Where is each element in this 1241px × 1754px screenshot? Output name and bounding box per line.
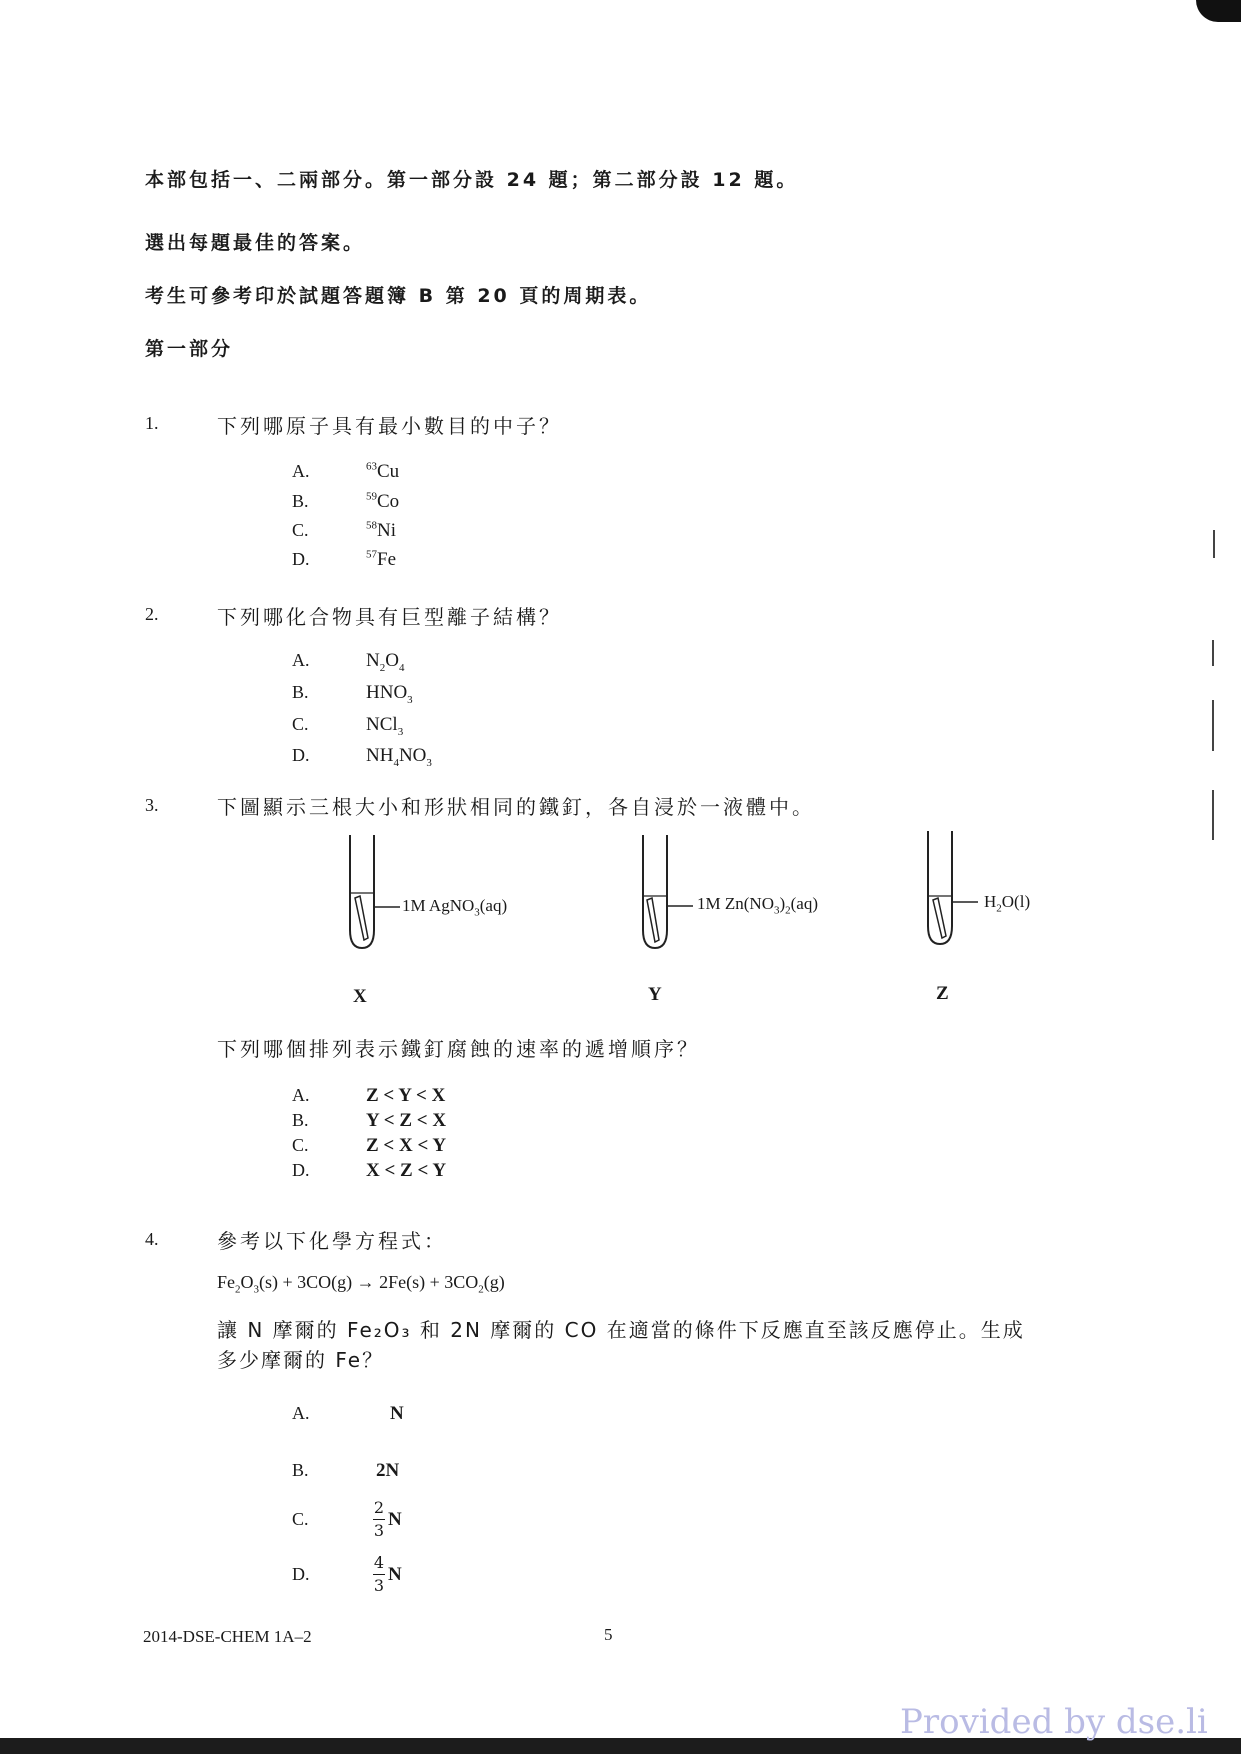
option-c: C. NCl$_3$ — [292, 713, 404, 738]
option-c: C. Z < X < Y — [292, 1135, 447, 1156]
sub-question-text: 下列哪個排列表示鐵釘腐蝕的速率的遞增順序？ — [217, 1037, 700, 1061]
question-text: 下列哪化合物具有巨型離子結構？ — [217, 605, 562, 629]
watermark: Provided by dse.li — [900, 1702, 1208, 1742]
tube-y-name: Y — [648, 984, 662, 1005]
option-d: D. X < Z < Y — [292, 1160, 447, 1181]
scan-mark — [1212, 727, 1214, 751]
page-number: 5 — [604, 1625, 613, 1644]
question-text: 下圖顯示三根大小和形狀相同的鐵釘，各自浸於一液體中。 — [217, 795, 815, 819]
option-a: A. N — [292, 1403, 404, 1424]
tube-wall — [643, 835, 667, 948]
option-d: D. $NH_4NO_3$ — [292, 745, 432, 770]
test-tube-z-diagram — [918, 826, 978, 951]
question-number: 1. — [145, 413, 159, 433]
question-text: 參考以下化學方程式： — [217, 1229, 447, 1253]
question-body-line-2: 多少摩爾的 Fe？ — [217, 1348, 385, 1372]
option-b: B. $HNO_3$ — [292, 681, 413, 706]
section-heading: 第一部分 — [145, 338, 234, 360]
option-a: A. Z < Y < X — [292, 1085, 446, 1106]
tube-x-name: X — [353, 986, 367, 1007]
tube-x-label: 1M AgNO$_3$(aq) — [402, 896, 508, 919]
scan-mark — [1212, 815, 1214, 840]
scan-mark — [1212, 640, 1214, 666]
question-number: 2. — [145, 604, 159, 624]
question-text: 下列哪原子具有最小數目的中子？ — [217, 414, 562, 438]
fraction: $\frac{2}{3}$ — [373, 1498, 385, 1540]
test-tube-y-diagram — [633, 830, 693, 955]
option-b: B. Y < Z < X — [292, 1110, 447, 1131]
options-list — [292, 1083, 446, 1183]
iron-nail — [647, 898, 659, 942]
tube-z-label: $H_2O(l)$ — [984, 892, 1031, 915]
option-d: D. $\frac{4}{3}$ N — [292, 1553, 402, 1595]
scan-mark — [1213, 530, 1215, 558]
iron-nail — [355, 896, 368, 940]
paper-code: 2014-DSE-CHEM 1A–2 — [143, 1627, 312, 1646]
instruction-line-3: 考生可參考印於試題答題簿 B 第 20 頁的周期表。 — [145, 285, 652, 307]
options-list — [292, 455, 399, 572]
test-tube-x-diagram — [340, 830, 400, 955]
tube-z-name: Z — [936, 983, 949, 1004]
question-number: 4. — [145, 1229, 159, 1249]
option-c: C. $\frac{2}{3}$ N — [292, 1498, 402, 1540]
option-d: D. $^{57}$Fe — [292, 548, 396, 571]
chemical-equation: $Fe_2O_3(s) + 3CO(g) \to 2Fe(s) + 3CO_2(g)$ — [217, 1272, 505, 1296]
tube-y-label: 1M $Zn(NO_3)_2(aq)$ — [697, 894, 819, 917]
option-a: A. $N_2O_4$ — [292, 650, 405, 674]
option-a: A. $^{63}$Cu — [292, 461, 400, 483]
instruction-line-1: 本部包括一、二兩部分。第一部分設 24 題；第二部分設 12 題。 — [145, 169, 799, 191]
options-list — [292, 648, 432, 775]
question-body-line-1: 讓 N 摩爾的 Fe₂O₃ 和 2N 摩爾的 CO 在適當的條件下反應直至該反應停止。生成 — [217, 1318, 1025, 1342]
option-b: B. 2N — [292, 1460, 400, 1481]
question-number: 3. — [145, 795, 159, 815]
scan-mark — [1196, 0, 1241, 22]
option-b: B. $^{59}$Co — [292, 490, 400, 512]
fraction: $\frac{4}{3}$ — [373, 1553, 385, 1595]
instruction-line-2: 選出每題最佳的答案。 — [145, 232, 366, 254]
iron-nail — [933, 898, 946, 938]
option-c: C. $^{58}$Ni — [292, 519, 396, 541]
scan-mark — [1212, 700, 1214, 728]
